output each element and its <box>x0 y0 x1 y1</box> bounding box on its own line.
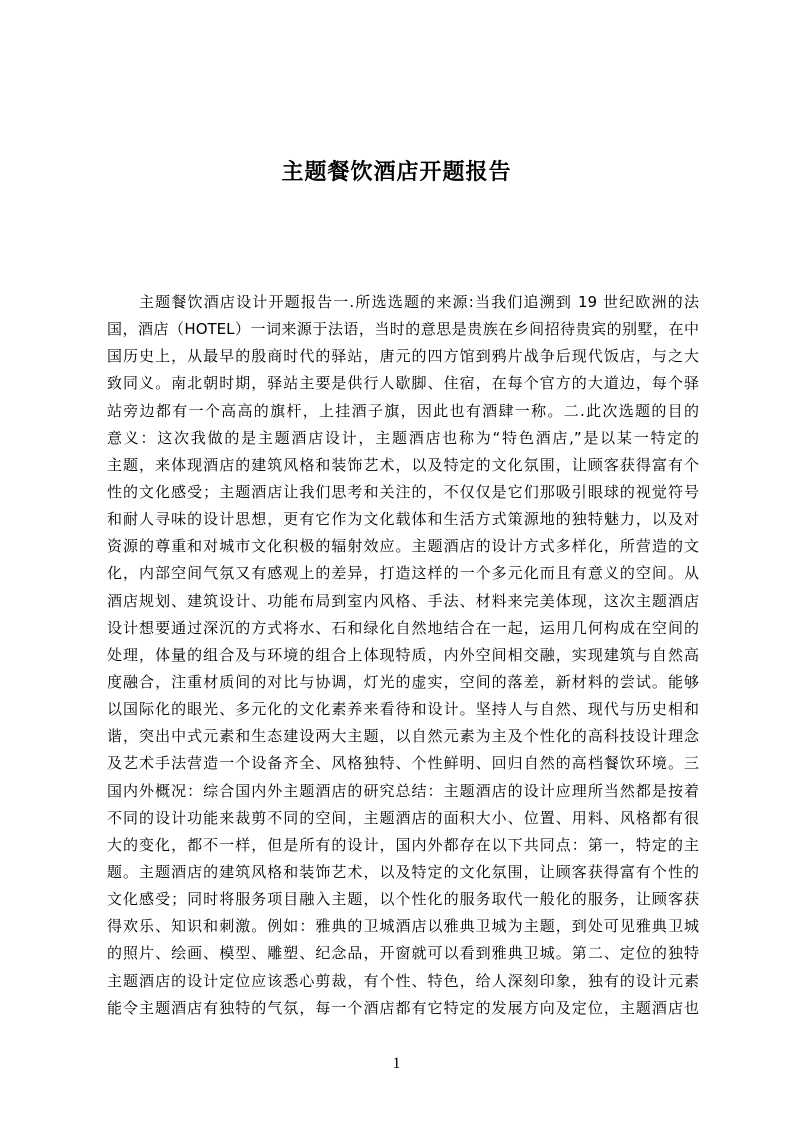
text-line: 度融合，注重材质间的对比与协调，灯光的虚实，空间的落差，新材料的尝试。能够 <box>107 672 699 691</box>
body-paragraph <box>107 289 699 1022</box>
text-line: 大的变化，都不一样，但是所有的设计，国内外都存在以下共同点：第一，特定的主 <box>107 835 699 854</box>
text-line: 致同义。南北朝时期，驿站主要是供行人歇脚、住宿，在每个官方的大道边，每个驿 <box>107 374 699 393</box>
text-line: 不同的设计功能来裁剪不同的空间，主题酒店的面积大小、位置、用料、风格都有很 <box>107 808 699 827</box>
text-line: 能令主题酒店有独特的气氛，每一个酒店都有它特定的发展方向及定位，主题酒店也 <box>107 998 699 1017</box>
text-line: 主题，来体现酒店的建筑风格和装饰艺术，以及特定的文化氛围，让顾客获得富有个 <box>107 455 699 474</box>
document-title: 主题餐饮酒店开题报告 <box>281 159 512 185</box>
text-line: 主题酒店的设计定位应该悉心剪裁，有个性、特色，给人深刻印象，独有的设计元素 <box>107 971 699 990</box>
text-line: 及艺术手法营造一个设备齐全、风格独特、个性鲜明、回归自然的高档餐饮环境。三 <box>107 754 699 773</box>
text-line: 性的文化感受；主题酒店让我们思考和关注的，不仅仅是它们那吸引眼球的视觉符号 <box>107 482 699 501</box>
text-line: 以国际化的眼光、多元化的文化素养来看待和设计。坚持人与自然、现代与历史相和 <box>107 700 699 719</box>
text-line: 站旁边都有一个高高的旗杆，上挂酒子旗，因此也有酒肆一称。二.此次选题的目的 <box>107 401 699 420</box>
text-line: 题。主题酒店的建筑风格和装饰艺术，以及特定的文化氛围，让顾客获得富有个性的 <box>107 862 699 881</box>
text-line: 资源的尊重和对城市文化积极的辐射效应。主题酒店的设计方式多样化，所营造的文 <box>107 537 699 556</box>
text-line: 处理，体量的组合及与环境的组合上体现特质，内外空间相交融，实现建筑与自然高 <box>107 645 699 664</box>
text-line: 和耐人寻味的设计思想，更有它作为文化载体和生活方式策源地的独特魅力，以及对 <box>107 510 699 529</box>
text-line: 设计想要通过深沉的方式将水、石和绿化自然地结合在一起，运用几何构成在空间的 <box>107 618 699 637</box>
text-line: 的照片、绘画、模型、雕塑、纪念品，开窗就可以看到雅典卫城。第二、定位的独特 <box>107 944 699 963</box>
text-line: 文化感受；同时将服务项目融入主题，以个性化的服务取代一般化的服务，让顾客获 <box>107 890 699 909</box>
text-line: 主题餐饮酒店设计开题报告一.所选选题的来源:当我们追溯到 19 世纪欧洲的法 <box>139 293 699 311</box>
text-line: 国，酒店（HOTEL）一词来源于法语，当时的意思是贵族在乡间招待贵宾的别墅，在中 <box>107 320 699 339</box>
text-line: 意义：这次我做的是主题酒店设计，主题酒店也称为“特色酒店,”是以某一特定的 <box>107 428 699 447</box>
text-line: 国历史上，从最早的殷商时代的驿站，唐元的四方馆到鸦片战争后现代饭店，与之大 <box>107 347 699 366</box>
text-line: 谐，突出中式元素和生态建设两大主题，以自然元素为主及个性化的高科技设计理念 <box>107 727 699 746</box>
page-number: 1 <box>392 1055 401 1072</box>
text-line: 酒店规划、建筑设计、功能布局到室内风格、手法、材料来完美体现，这次主题酒店 <box>107 591 699 610</box>
text-line: 得欢乐、知识和刺激。例如：雅典的卫城酒店以雅典卫城为主题，到处可见雅典卫城 <box>107 917 699 936</box>
text-line: 国内外概况：综合国内外主题酒店的研究总结：主题酒店的设计应理所当然都是按着 <box>107 781 699 800</box>
text-line: 化，内部空间气氛又有感观上的差异，打造这样的一个多元化而且有意义的空间。从 <box>107 564 699 583</box>
